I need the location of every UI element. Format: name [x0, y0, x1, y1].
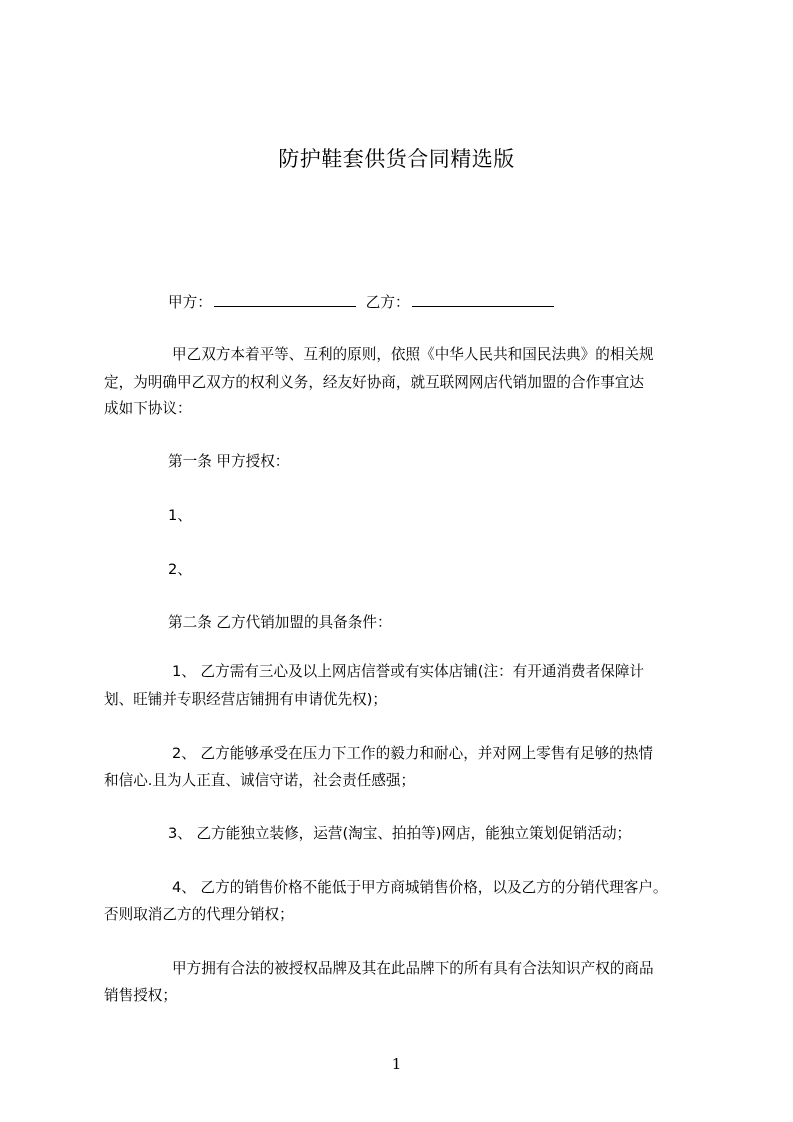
article2-heading: 第二条 乙方代销加盟的具备条件：: [168, 614, 392, 631]
intro-line-2: 定，为明确甲乙双方的权利义务，经友好协商，就互联网网店代销加盟的合作事宜达: [104, 374, 644, 391]
party-b-label: 乙方：: [365, 294, 410, 311]
party-a-label: 甲方：: [168, 294, 212, 311]
article1-heading: 第一条 甲方授权：: [168, 453, 290, 470]
document-title: 防护鞋套供货合同精选版: [278, 147, 515, 171]
closing-line-1: 甲方拥有合法的被授权品牌及其在此品牌下的所有具有合法知识产权的商品: [172, 960, 654, 977]
closing-line-2: 销售授权；: [104, 987, 177, 1004]
intro-line-1: 甲乙双方本着平等、互利的原则，依照《中华人民共和国民法典》的相关规: [172, 346, 654, 363]
condition-3-line-1: 3、 乙方能独立装修，运营(淘宝、拍拍等)网店，能独立策划促销活动；: [168, 825, 632, 842]
parties-line: [168, 292, 564, 312]
party-b-blank: [412, 292, 554, 307]
condition-1-line-2: 划、旺铺并专职经营店铺拥有申请优先权)；: [104, 691, 387, 708]
condition-4-line-2: 否则取消乙方的代理分销权；: [104, 906, 294, 923]
article1-item-1: 1、: [168, 507, 192, 524]
condition-2-line-1: 2、 乙方能够承受在压力下工作的毅力和耐心，并对网上零售有足够的热情: [172, 745, 653, 762]
page-number: 1: [391, 1055, 402, 1073]
condition-2-line-2: 和信心.且为人正直、诚信守诺，社会责任感强；: [104, 772, 416, 789]
party-a-blank: [214, 292, 356, 307]
condition-1-line-1: 1、 乙方需有三心及以上网店信誉或有实体店铺(注：有开通消费者保障计: [172, 663, 645, 680]
article1-item-2: 2、: [168, 561, 192, 578]
intro-line-3: 成如下协议：: [104, 400, 192, 417]
condition-4-line-1: 4、 乙方的销售价格不能低于甲方商城销售价格，以及乙方的分销代理客户。: [172, 879, 668, 896]
